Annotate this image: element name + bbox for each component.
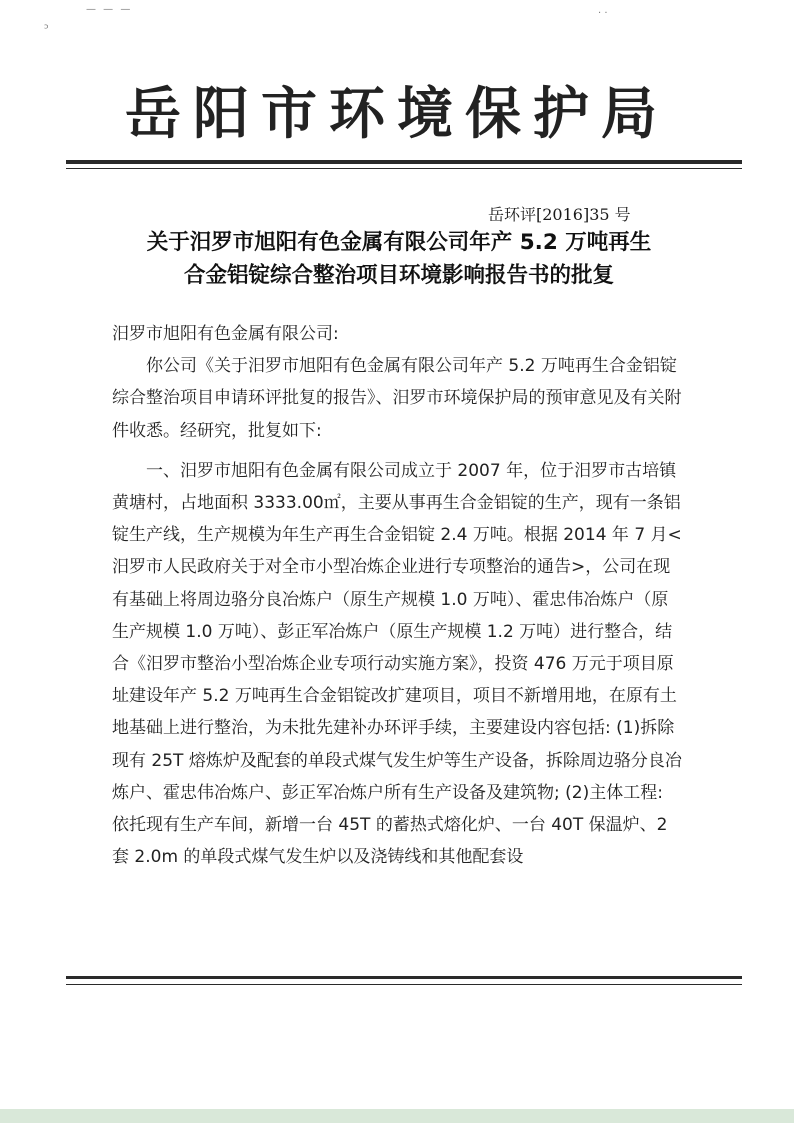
footer-scan-bar [0, 1109, 794, 1123]
scan-mark-top: — — — [86, 4, 133, 15]
header-rule-thin [66, 168, 742, 169]
paragraph-gap [112, 447, 684, 455]
scan-mark-right: · · [598, 8, 608, 19]
document-subject [96, 226, 702, 292]
document-body [112, 318, 684, 873]
intro-paragraph: 你公司《关于汨罗市旭阳有色金属有限公司年产 5.2 万吨再生合金铝锭综合整治项目申请环评批复的报告》、汨罗市环境保护局的预审意见及有关附件收悉。经研究，批复如下: [112, 356, 682, 441]
header-rule-thick [66, 160, 742, 164]
scan-mark-left: ᵓ [44, 22, 49, 37]
addressee: 汨罗市旭阳有色金属有限公司: [112, 324, 339, 344]
organization-title: 岳阳市环境保护局 [125, 81, 669, 147]
footer-rule-thick [66, 976, 742, 979]
section-1-paragraph: 一、汨罗市旭阳有色金属有限公司成立于 2007 年，位于汨罗市古培镇黄塘村，占地面积 3333.00㎡，主要从事再生合金铝锭的生产，现有一条铝锭生产线，生产规模为年生产再生合金铝锭 2.4 万吨。根据 2014 年 7 月<汨罗市人民政府关于对全市小型冶炼企业进行专项整治的通告>，公司在现有基础上将周边骆分良冶炼户（原生产规模 1.0 万吨）、霍忠伟冶炼户（原生产规模 1.0 万吨）、彭正军冶炼户（原生产规模 1.2 万吨）进行整合，结合《汨罗市整治小型冶炼企业专项行动实施方案》，投资 476 万元于项目原址建设年产 5.2 万吨再生合金铝锭改扩建项目，项目不新增用地，在原有土地基础上进行整治，为未批先建补办环评手续，主要建设内容包括: (1)拆除现有 25T 熔炼炉及配套的单段式煤气发生炉等生产设备，拆除周边骆分良冶炼户、霍忠伟冶炼户、彭正军冶炼户所有生产设备及建筑物; (2)主体工程: 依托现有生产车间，新增一台 45T 的蓄热式熔化炉、一台 40T 保温炉、2 套 2.0m 的单段式煤气发生炉以及浇铸线和其他配套设 [112, 460, 682, 868]
subject-line-2: 合金铝锭综合整治项目环境影响报告书的批复 [183, 263, 614, 288]
footer-rule-thin [66, 984, 742, 985]
document-number: 岳环评[2016]35 号 [488, 205, 631, 224]
subject-line-1: 关于汨罗市旭阳有色金属有限公司年产 5.2 万吨再生 [146, 230, 652, 255]
